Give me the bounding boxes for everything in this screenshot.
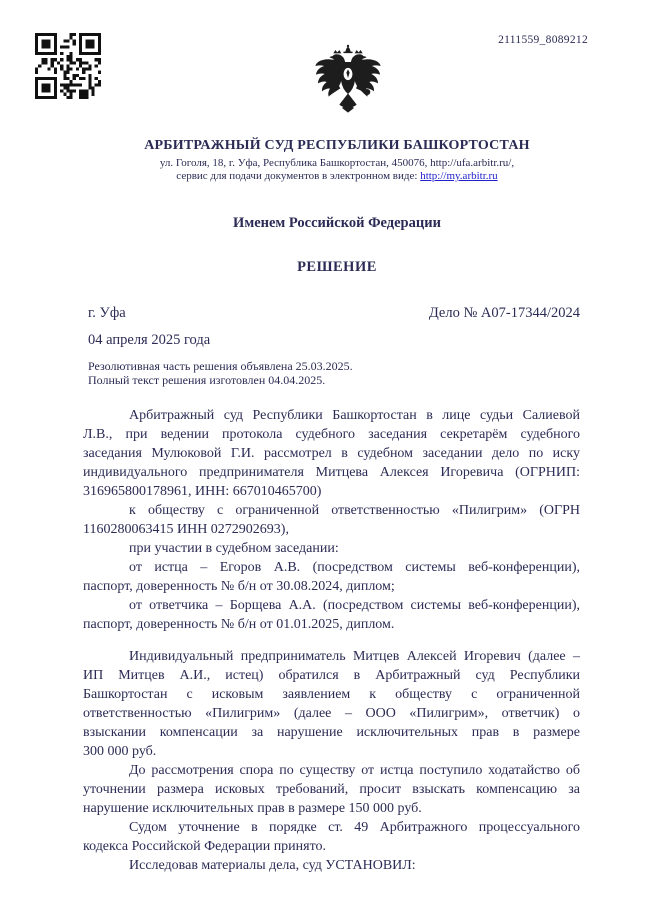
document-number: 2111559_8089212 xyxy=(498,34,588,46)
text-line: Башкортостан с исковым заявлением к обществу с ограниченной xyxy=(83,687,580,702)
text-line: ответственностью «Пилигрим» (далее – ООО «Пилигрим», ответчик) о xyxy=(83,706,580,721)
service-line-label: сервис для подачи документов в электронном виде: xyxy=(176,170,421,182)
text-line: взыскании компенсации за нарушение исключительных прав в размере xyxy=(83,725,580,740)
document-body xyxy=(83,406,580,875)
decision-date: 04 апреля 2025 года xyxy=(88,332,211,348)
text-line: 300 000 руб. xyxy=(83,744,157,759)
case-number: Дело № А07-17344/2024 xyxy=(428,305,580,321)
text-line: заседания Мулюковой Г.И. рассмотрел в судебном заседании дело по иску xyxy=(83,446,580,461)
text-line: индивидуального предпринимателя Митцева Алексея Игоревича (ОГРНИП: xyxy=(83,465,580,480)
resolutive-part-line: Резолютивная часть решения объявлена 25.03.2025. xyxy=(88,359,353,373)
text-line: Л.В., при ведении протокола судебного заседания секретарём судебного xyxy=(83,427,580,442)
text-line: уточнении размера исковых требований, просит взыскать компенсацию за xyxy=(83,782,580,797)
text-line: от истца – Егоров А.В. (посредством системы веб-конференции), xyxy=(129,560,580,575)
text-line: Арбитражный суд Республики Башкортостан в лице судьи Салиевой xyxy=(129,408,580,423)
text-line: кодекса Российской Федерации принято. xyxy=(83,839,327,854)
qr-code xyxy=(35,33,101,99)
paragraph-block xyxy=(83,647,580,875)
text-line: паспорт, доверенность № б/н от 30.08.2024, диплом; xyxy=(83,579,395,594)
text-line: Исследовав материалы дела, суд УСТАНОВИЛ: xyxy=(129,858,416,873)
text-line: 1160280063415 ИНН 0272902693), xyxy=(83,522,289,537)
my-arbitr-link[interactable]: http://my.arbitr.ru xyxy=(420,170,498,182)
text-line: Судом уточнение в порядке ст. 49 Арбитражного процессуального xyxy=(129,820,580,835)
text-line: паспорт, доверенность № б/н от 01.01.2025, диплом. xyxy=(83,617,395,632)
court-address: ул. Гоголя, 18, г. Уфа, Республика Башкортостан, 450076, http://ufa.arbitr.ru/, xyxy=(159,157,515,169)
text-line: Индивидуальный предприниматель Митцев Алексей Игоревич (далее – xyxy=(129,649,580,664)
text-line: До рассмотрения спора по существу от истца поступило ходатайство об xyxy=(129,763,580,778)
full-text-line: Полный текст решения изготовлен 04.04.2025. xyxy=(88,373,326,387)
meta-row xyxy=(88,305,580,322)
paragraph-block xyxy=(83,406,580,634)
text-line: 316965800178961, ИНН: 667010465700) xyxy=(83,484,322,499)
court-service-line xyxy=(10,170,664,182)
text-line: при участии в судебном заседании: xyxy=(129,541,339,556)
decision-title: РЕШЕНИЕ xyxy=(297,259,377,275)
text-line: от ответчика – Борщева А.А. (посредством системы веб-конференции), xyxy=(129,598,580,613)
text-line: к обществу с ограниченной ответственностью «Пилигрим» (ОГРН xyxy=(129,503,580,518)
text-line: нарушение исключительных прав в размере 150 000 руб. xyxy=(83,801,422,816)
text-line: ИП Митцев А.И., истец) обратился в Арбитражный суд Республики xyxy=(83,668,580,683)
city-label: г. Уфа xyxy=(88,305,126,321)
russian-coat-of-arms-icon xyxy=(314,44,382,128)
in-name-of-title: Именем Российской Федерации xyxy=(233,215,441,231)
court-name: АРБИТРАЖНЫЙ СУД РЕСПУБЛИКИ БАШКОРТОСТАН xyxy=(144,138,530,153)
